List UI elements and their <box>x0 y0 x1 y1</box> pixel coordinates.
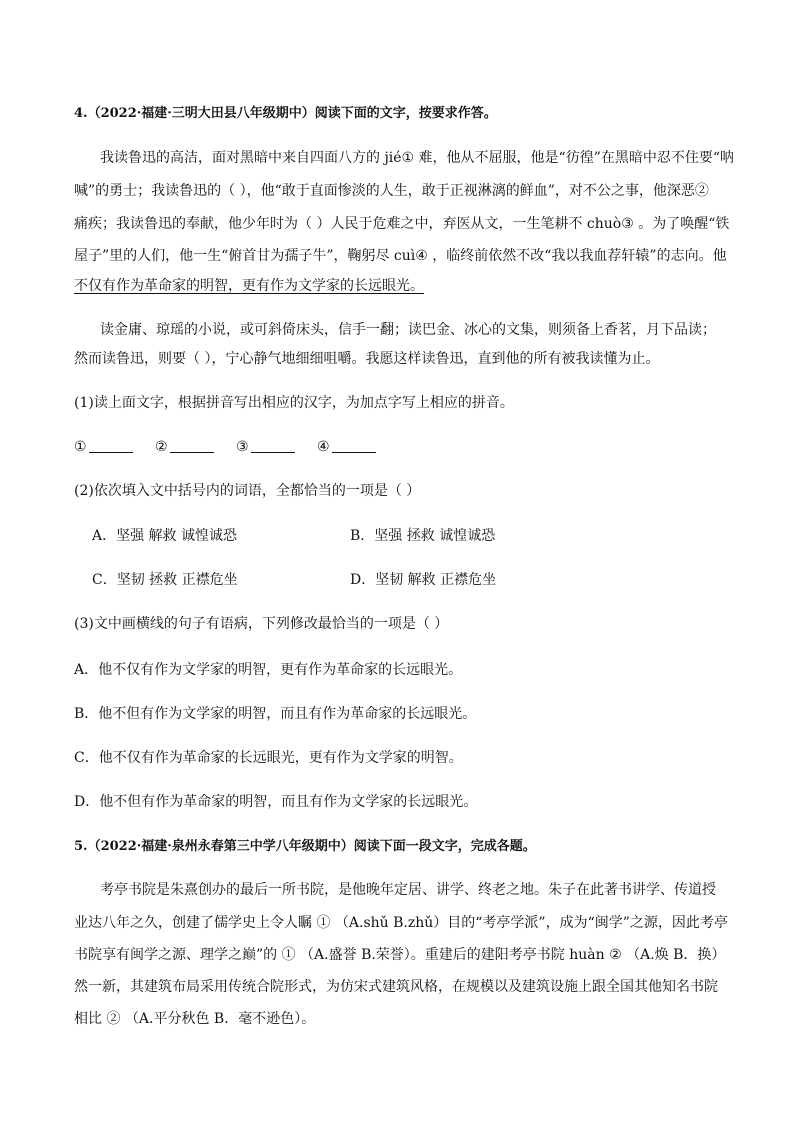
q4-paragraph-1-line-2: 喊”的勇士；我读鲁迅的（ ），他“敢于直面惨淡的人生，敢于正视淋漓的鲜血”，对不公之事，他深恶② <box>74 183 709 199</box>
answer-blank-1[interactable] <box>89 438 133 453</box>
answer-blank-4[interactable] <box>332 438 376 453</box>
q4-sub3-option-b[interactable]: B．他不但有作为文学家的明智，而且有作为革命家的长远眼光。 <box>74 706 477 722</box>
blank-label-1: ① <box>74 439 87 455</box>
q4-paragraph-2-line-1: 读金庸、琼瑶的小说，或可斜倚床头，信手一翻；读巴金、冰心的文集，则须备上香茗，月下品读； <box>100 322 716 338</box>
answer-blank-3[interactable] <box>251 438 295 453</box>
q4-sub2-option-d[interactable]: D．坚韧 解救 正襟危坐 <box>350 572 497 588</box>
q4-sub3-option-c[interactable]: C．他不仅有作为革命家的长远眼光，更有作为文学家的明智。 <box>74 750 463 766</box>
answer-blank-2[interactable] <box>170 438 214 453</box>
blank-label-2: ② <box>155 439 168 455</box>
q4-sub-question-1: (1)读上面文字，根据拼音写出相应的汉字，为加点字写上相应的拼音。 <box>74 395 514 411</box>
q5-passage-line-3: 书院享有闽学之源、理学之巅”的 ① （A.盛誉 B.荣誉）。重建后的建阳考亭书院 huàn ② （A.焕 B．换） <box>74 947 726 963</box>
q4-sub3-option-d[interactable]: D．他不但有作为革命家的明智，而且有作为文学家的长远眼光。 <box>74 794 478 810</box>
blank-label-4: ④ <box>317 439 330 455</box>
q4-sub2-option-a[interactable]: A．坚强 解救 诚惶诚恐 <box>92 528 238 544</box>
q4-sub-question-3: (3)文中画横线的句子有语病，下列修改最恰当的一项是（ ） <box>74 616 449 632</box>
q4-sub2-option-b[interactable]: B．坚强 拯救 诚惶诚恐 <box>350 528 496 544</box>
q4-paragraph-1-line-3: 痛疾；我读鲁迅的奉献，他少年时为（ ）人民于危难之中，弃医从文，一生笔耕不 chuò③ 。为了唤醒“铁 <box>74 216 730 232</box>
q4-underlined-sentence: 不仅有作为革命家的明智，更有作为文学家的长远眼光。 <box>74 278 424 294</box>
q4-paragraph-2-line-2: 然而读鲁迅，则要（ ），宁心静气地细细咀嚼。我愿这样读鲁迅，直到他的所有被我读懂为止。 <box>74 351 660 367</box>
q4-sub2-option-c[interactable]: C．坚韧 拯救 正襟危坐 <box>92 572 238 588</box>
q4-paragraph-1-line-1: 我读鲁迅的高洁，面对黑暗中来自四面八方的 jié① 难，他从不屈服，他是“彷徨”在黑暗中忍不住要“呐 <box>100 150 735 166</box>
q5-passage-line-5: 相比 ② （A.平分秋色 B．毫不逊色）。 <box>74 1011 316 1027</box>
q5-passage-line-1: 考亭书院是朱熹创办的最后一所书院，是他晚年定居、讲学、终老之地。朱子在此著书讲学、传道授 <box>100 882 716 898</box>
q4-sub-question-2: (2)依次填入文中括号内的词语，全都恰当的一项是（ ） <box>74 483 421 499</box>
blank-label-3: ③ <box>236 439 249 455</box>
q4-answer-blanks <box>74 437 394 457</box>
q5-passage-line-2: 业达八年之久，创建了儒学史上令人瞩 ① （A.shǔ B.zhǔ）目的“考亭学派”，成为“闽学”之源，因此考亭 <box>74 915 728 931</box>
question-4-header: 4.（2022·福建·三明大田县八年级期中）阅读下面的文字，按要求作答。 <box>74 106 497 121</box>
q4-paragraph-1-line-4: 屋子”里的人们，他一生“俯首甘为孺子牛”，鞠躬尽 cuì④ ，临终前依然不改“我以我血荐轩辕”的志向。他 <box>74 248 727 264</box>
question-5-header: 5.（2022·福建·泉州永春第三中学八年级期中）阅读下面一段文字，完成各题。 <box>74 839 536 854</box>
q4-sub3-option-a[interactable]: A．他不仅有作为文学家的明智，更有作为革命家的长远眼光。 <box>74 662 463 678</box>
q5-passage-line-4: 然一新，其建筑布局采用传统合院形式，为仿宋式建筑风格，在规模以及建筑设施上跟全国其他知名书院 <box>74 979 718 995</box>
